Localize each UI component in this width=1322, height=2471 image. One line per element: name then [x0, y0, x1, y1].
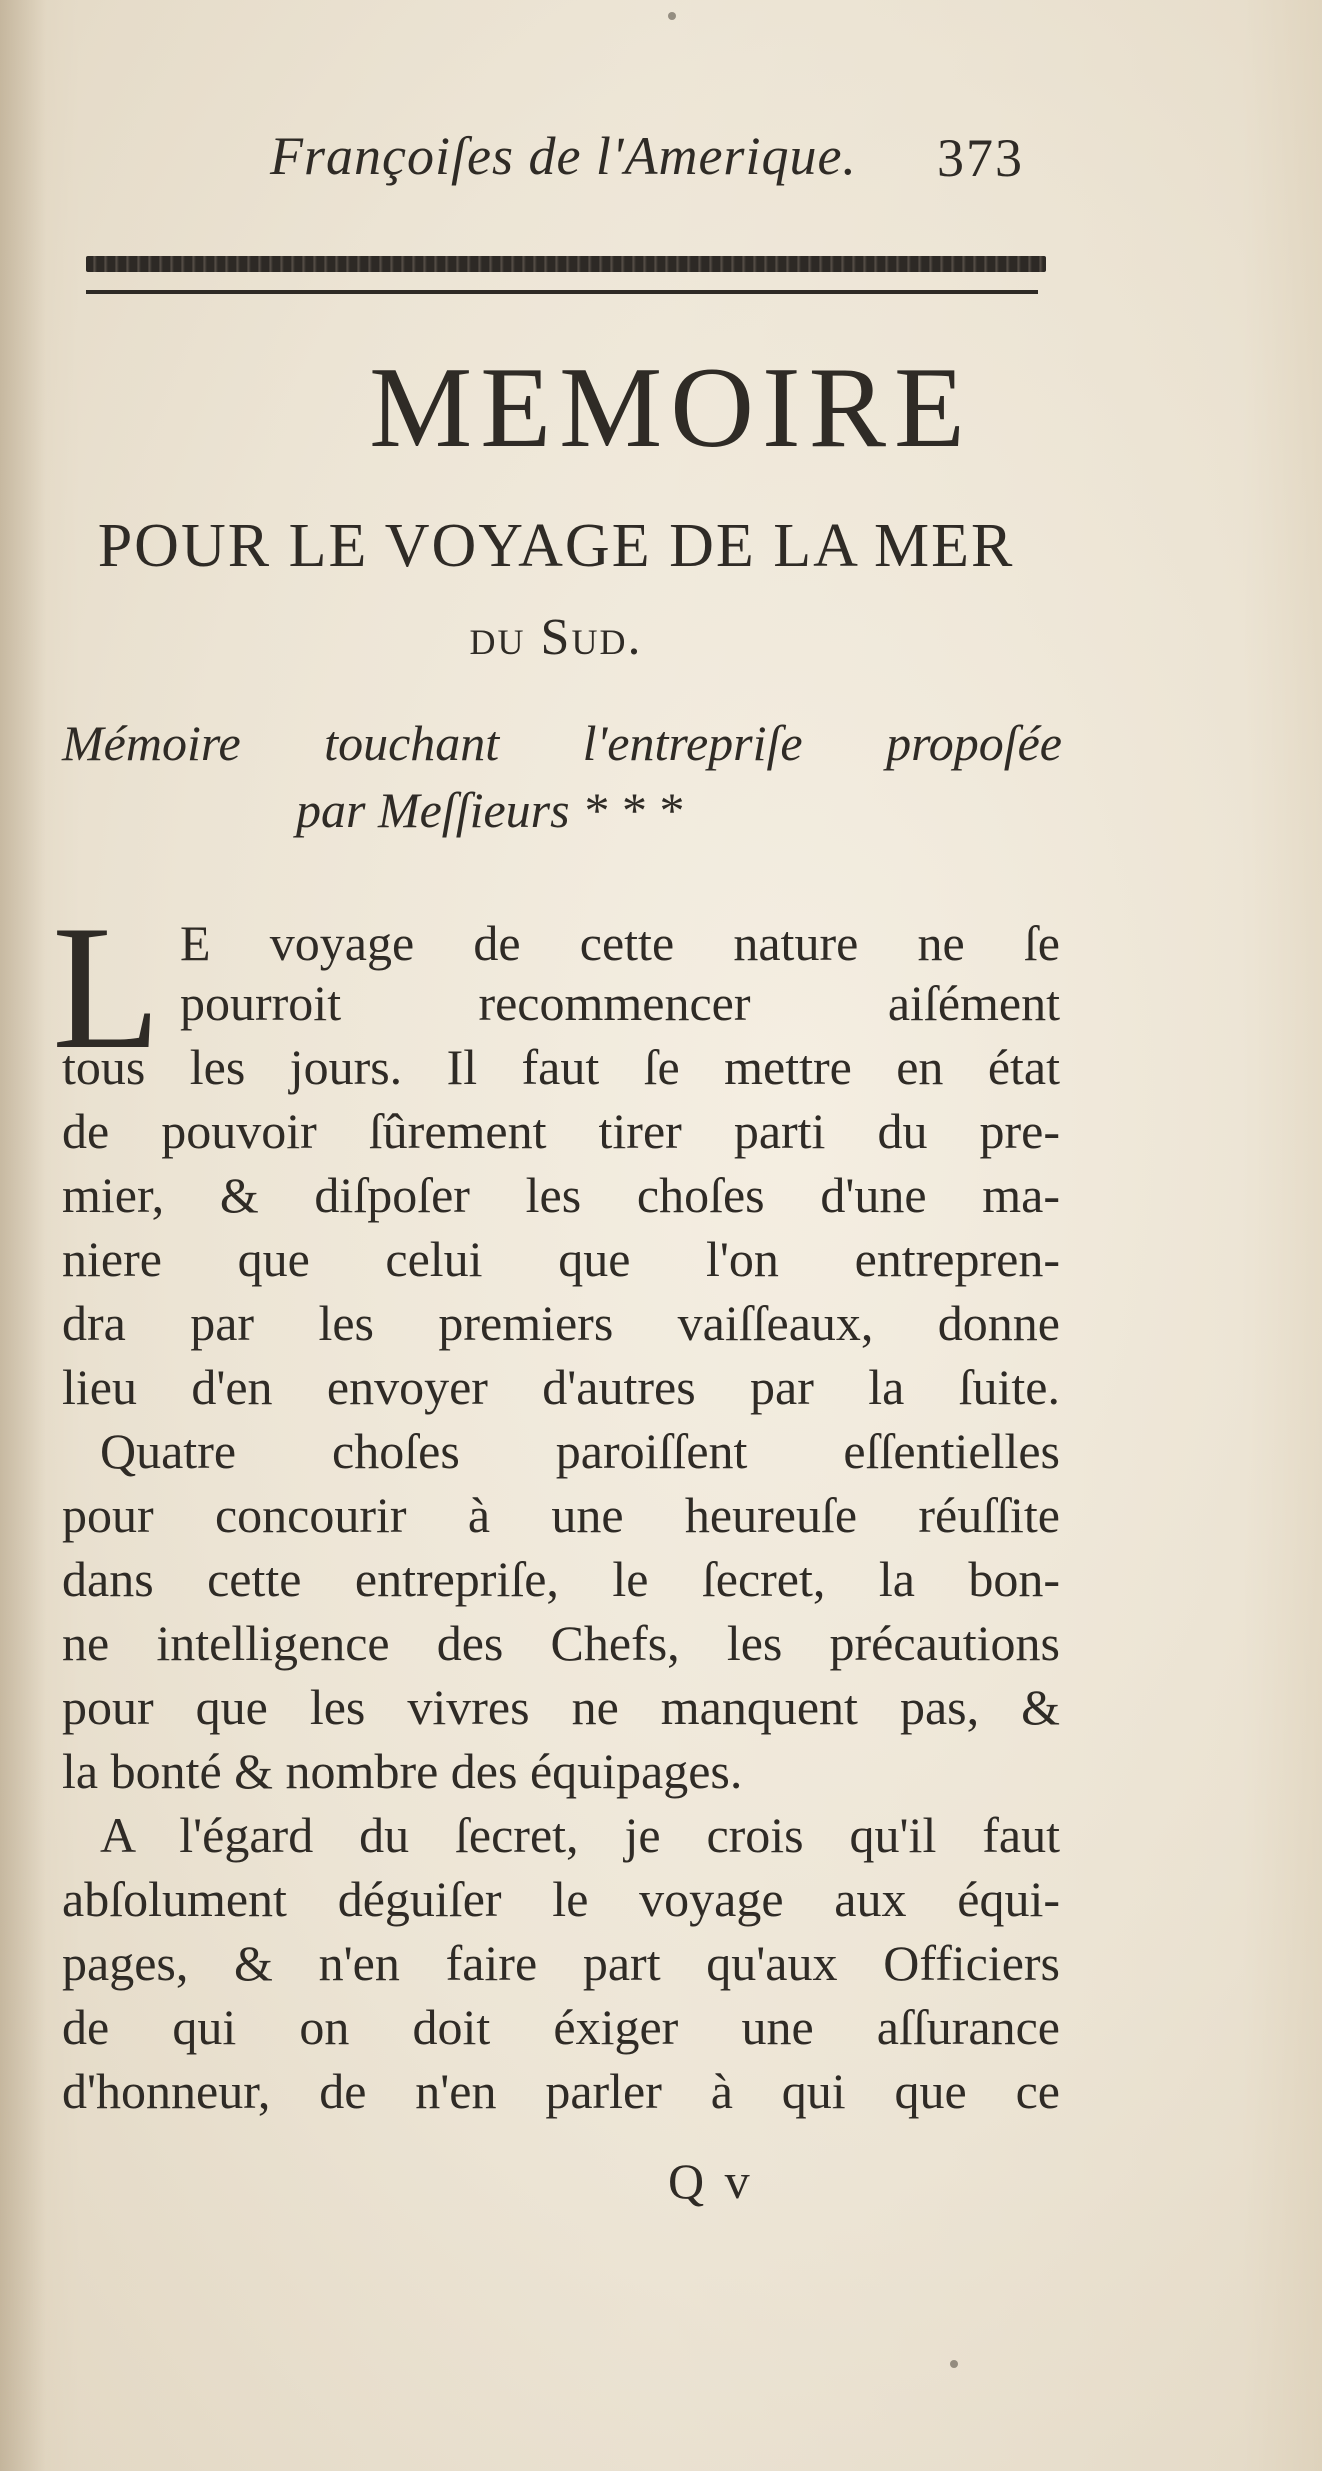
body-line-6: niere que celui que l'on entrepren- [62, 1231, 1060, 1287]
running-head-title: Françoiſes de l'Amerique. [270, 126, 857, 186]
chapter-title: MEMOIRE [369, 344, 973, 472]
thin-rule [86, 290, 1038, 294]
running-head [0, 125, 1322, 205]
body-line-17: pages, & n'en faire part qu'aux Officiers [62, 1935, 1060, 1991]
italic-heading-line2: par Meſſieurs * * * [296, 782, 683, 838]
body-line-10: pour concourir à une heureuſe réuſſite [62, 1487, 1060, 1543]
italic-heading-line1: Mémoire touchant l'entrepriſe propoſée [62, 715, 1062, 771]
body-line-12: ne intelligence des Chefs, les précautions [62, 1615, 1060, 1671]
body-line-3: tous les jours. Il faut ſe mettre en état [62, 1039, 1060, 1095]
chapter-subtitle-line2: du Sud. [469, 609, 643, 666]
page-number: 373 [937, 128, 1024, 188]
body-line-8: lieu d'en envoyer d'autres par la ſuite. [62, 1359, 1060, 1415]
body-line-4: de pouvoir ſûrement tirer parti du pre- [62, 1103, 1060, 1159]
body-line-1: E voyage de cette nature ne ſe [180, 915, 1060, 971]
body-line-5: mier, & diſpoſer les choſes d'une ma- [62, 1167, 1060, 1223]
body-line-14: la bonté & nombre des équipages. [62, 1743, 743, 1799]
paper-speck [950, 2360, 958, 2368]
signature-catchword: Q v [668, 2153, 754, 2209]
body-line-15: A l'égard du ſecret, je crois qu'il faut [100, 1807, 1060, 1863]
body-line-9: Quatre choſes paroiſſent eſſentielles [100, 1423, 1060, 1479]
body-line-7: dra par les premiers vaiſſeaux, donne [62, 1295, 1060, 1351]
paper-speck [668, 12, 676, 20]
body-line-16: abſolument déguiſer le voyage aux équi- [62, 1871, 1060, 1927]
drop-capital: L [52, 888, 161, 1086]
ornamental-rule [86, 256, 1046, 272]
body-line-2: pourroit recommencer aiſément [180, 975, 1060, 1031]
body-line-13: pour que les vivres ne manquent pas, & [62, 1679, 1060, 1735]
chapter-subtitle-line1: POUR LE VOYAGE DE LA MER [97, 512, 1015, 580]
body-line-11: dans cette entrepriſe, le ſecret, la bon- [62, 1551, 1060, 1607]
body-line-18: de qui on doit éxiger une aſſurance [62, 1999, 1060, 2055]
body-line-19: d'honneur, de n'en parler à qui que ce [62, 2063, 1060, 2119]
